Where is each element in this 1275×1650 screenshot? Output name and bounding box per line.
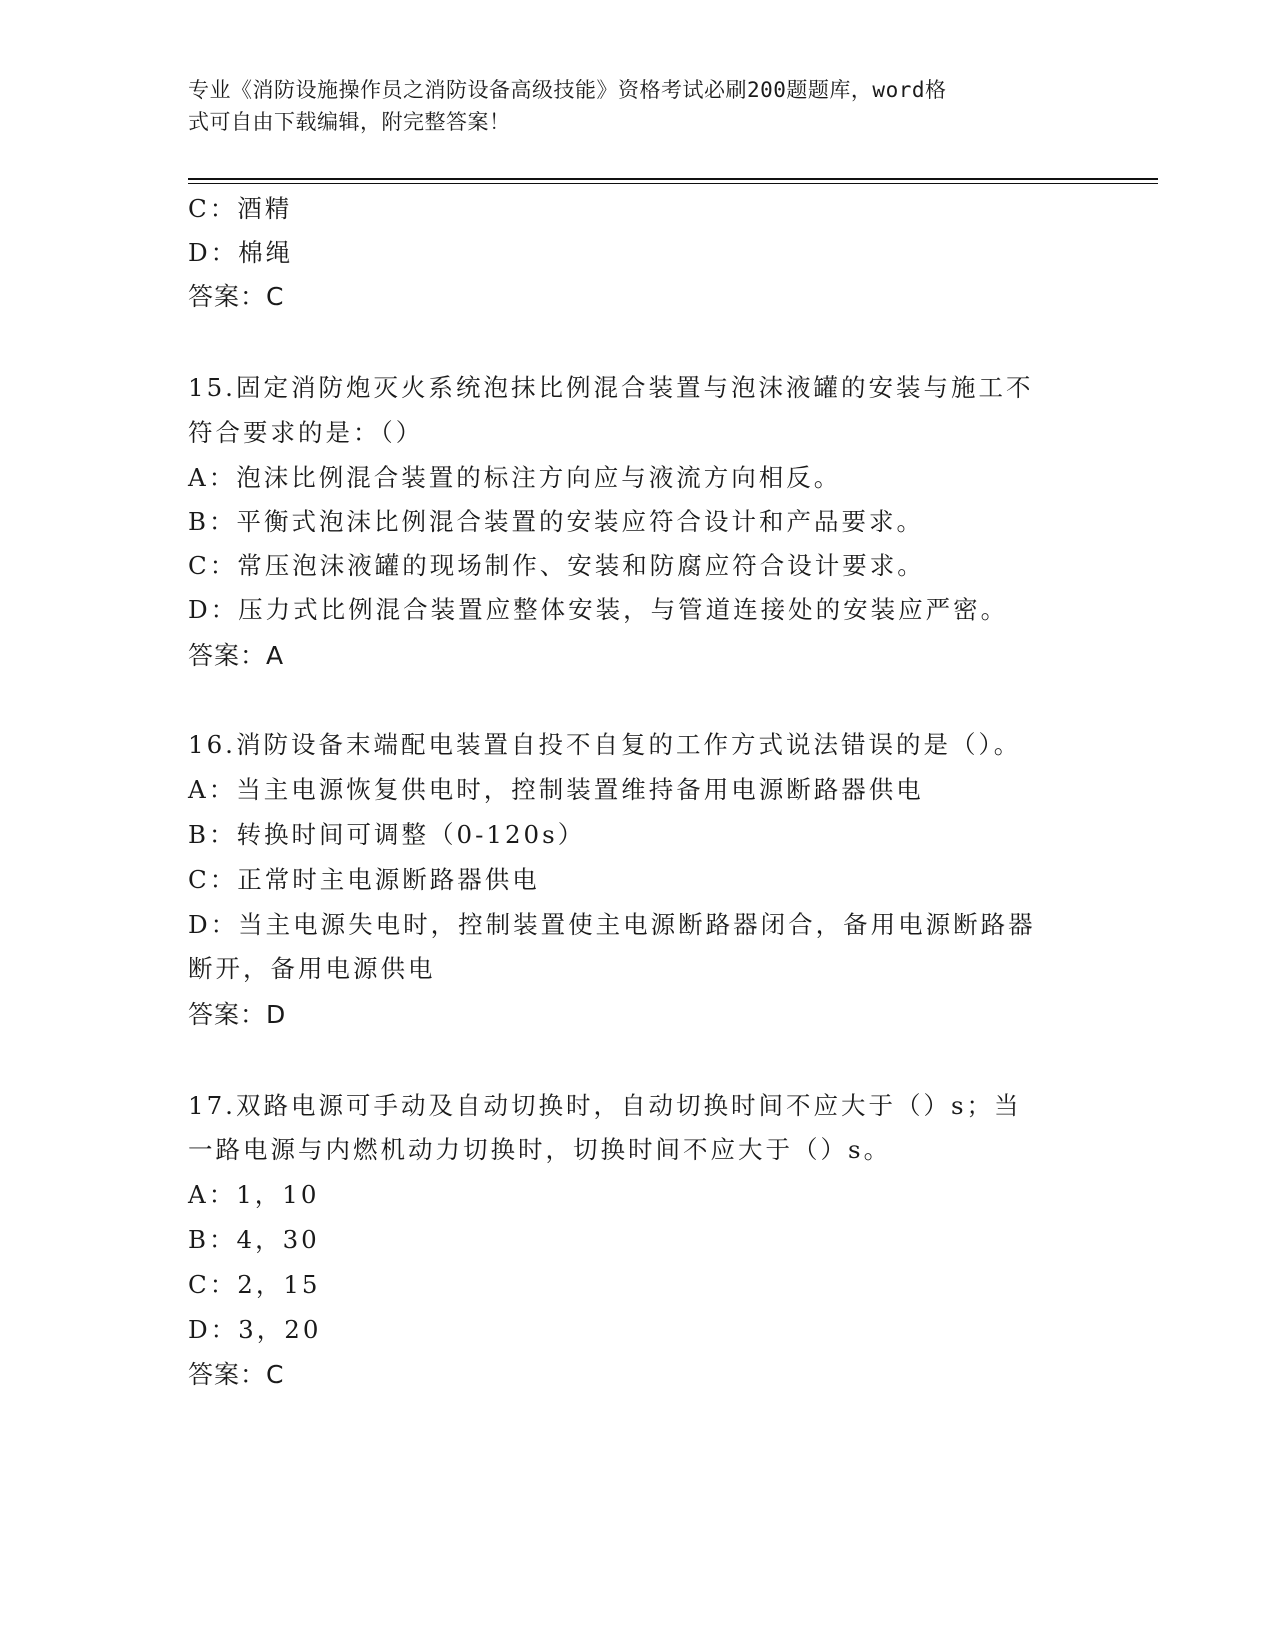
header-rule-top xyxy=(188,178,1158,180)
q14-option-d: D：棉绳 xyxy=(188,238,294,267)
q16-stem-line-1: 16.消防设备末端配电装置自投不自复的工作方式说法错误的是（）。 xyxy=(188,730,1022,759)
document-header xyxy=(188,74,1088,138)
q16-option-d-line-2: 断开，备用电源供电 xyxy=(188,954,436,983)
q15-option-d: D：压力式比例混合装置应整体安装，与管道连接处的安装应严密。 xyxy=(188,595,1009,624)
q17-stem-line-2: 一路电源与内燃机动力切换时，切换时间不应大于（）s。 xyxy=(188,1135,892,1164)
q15-stem-line-2: 符合要求的是：（） xyxy=(188,418,424,447)
q17-option-b: B：4，30 xyxy=(188,1225,320,1254)
q14-option-c: C：酒精 xyxy=(188,194,293,223)
q16-option-b: B：转换时间可调整（0-120s） xyxy=(188,820,586,849)
q17-option-c: C：2，15 xyxy=(188,1270,321,1299)
q15-option-a: A：泡沫比例混合装置的标注方向应与液流方向相反。 xyxy=(188,463,842,492)
q16-option-a: A：当主电源恢复供电时，控制装置维持备用电源断路器供电 xyxy=(188,775,924,804)
header-line-2: 式可自由下载编辑，附完整答案！ xyxy=(188,110,511,134)
q15-stem-line-1: 15.固定消防炮灭火系统泡抹比例混合装置与泡沫液罐的安装与施工不 xyxy=(188,373,1034,402)
q17-option-d: D：3，20 xyxy=(188,1315,322,1344)
q16-option-d-line-1: D：当主电源失电时，控制装置使主电源断路器闭合，备用电源断路器 xyxy=(188,910,1036,939)
q14-answer: 答案：C xyxy=(188,282,285,311)
q15-option-b: B：平衡式泡沫比例混合装置的安装应符合设计和产品要求。 xyxy=(188,507,925,536)
q16-option-c: C：正常时主电源断路器供电 xyxy=(188,865,540,894)
q17-option-a: A：1，10 xyxy=(188,1180,320,1209)
q16-answer: 答案：D xyxy=(188,1000,287,1029)
header-rule-bottom xyxy=(188,183,1158,184)
q17-answer: 答案：C xyxy=(188,1360,285,1389)
q17-stem-line-1: 17.双路电源可手动及自动切换时，自动切换时间不应大于（）s；当 xyxy=(188,1091,1022,1120)
q15-option-c: C：常压泡沫液罐的现场制作、安装和防腐应符合设计要求。 xyxy=(188,551,925,580)
header-line-1: 专业《消防设施操作员之消防设备高级技能》资格考试必刷200题题库，word格 xyxy=(188,78,947,102)
q15-answer: 答案：A xyxy=(188,641,285,670)
